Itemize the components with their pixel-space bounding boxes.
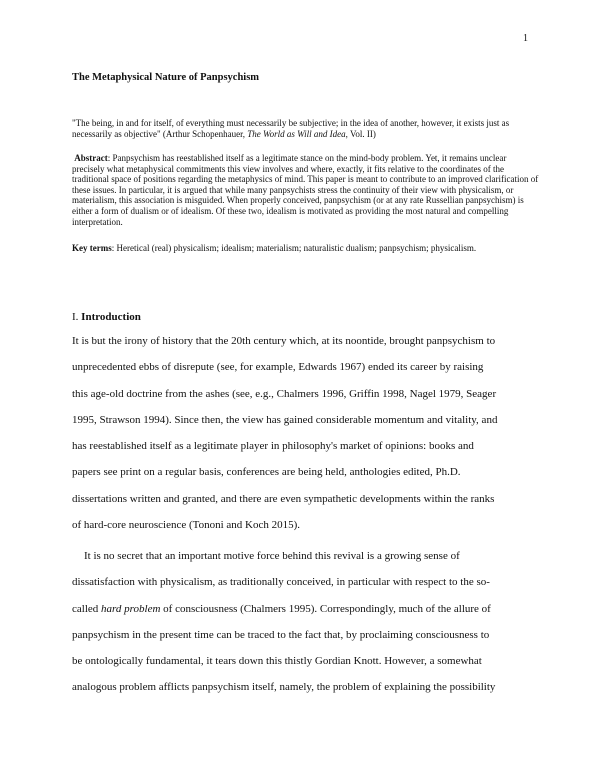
paragraph-line: has reestablished itself as a legitimate player in philosophy's market of opinions: books and [72,440,474,453]
paragraph-1 [72,328,542,538]
abstract-text: : Panpsychism has reestablished itself as a legitimate stance on the mind-body problem. Yet, it remains unclear precisely what metaphysical commitments this view involves and where, exactly, it fits relative to the coordinates of the traditional space of positions regarding the metaphysics of mind. This paper is meant to contribute to an improved clarification of these issues. In particular, it is argued that while many panpsychists stress the continuity of their view with physicalism, or materialism, this association is misguided. When properly conceived, panpsychism (or at any rate Russellian panpsychism) is either a form of dualism or of idealism. Of these two, idealism is motivated as providing the most natural and compelling interpretation. [72,153,539,227]
key-terms-text: : Heretical (real) physicalism; idealism; materialism; naturalistic dualism; panpsychism; physicalism. [111,243,477,253]
abstract [72,153,540,227]
paragraph-line: dissatisfaction with physicalism, as traditionally conceived, in particular with respect to the so- [72,576,490,589]
key-terms [72,243,540,254]
abstract-label: Abstract [74,153,108,163]
epigraph-quote: "The being, in and for itself, of everything must necessarily be subjective; in the idea of another, however, it exists just as necessarily as objective" (Arthur Schopenhauer, [72,118,510,139]
epigraph-suffix: , Vol. II) [345,128,376,139]
epigraph-work-title: The World as Will and Idea [247,128,346,139]
paragraph-line: panpsychism in the present time can be traced to the fact that, by proclaiming consciousness to [72,628,490,641]
paragraph-line: be ontologically fundamental, it tears down this thistly Gordian Knott. However, a somewhat [72,655,482,668]
paragraph-line: papers see print on a regular basis, conferences are being held, anthologies edited, Ph.D. [72,466,461,479]
page-number: 1 [523,33,528,44]
paragraph-line: of hard-core neuroscience (Tononi and Koch 2015). [72,519,301,532]
paragraph-line: unprecedented ebbs of disrepute (see, for example, Edwards 1967) ended its career by raising [72,361,484,374]
paragraph-line: this age-old doctrine from the ashes (see, e.g., Chalmers 1996, Griffin 1998, Nagel 1979, Seager [72,387,497,400]
line-text: called [72,602,102,615]
section-title: Introduction [81,311,141,323]
section-heading [72,311,141,323]
paragraph-line: dissertations written and granted, and there are even sympathetic developments within the ranks [72,492,495,505]
paragraph-line: It is but the irony of history that the 20th century which, at its noontide, brought panpsychism to [72,335,496,347]
epigraph [72,118,540,139]
paragraph-line: analogous problem afflicts panpsychism itself, namely, the problem of explaining the possibility [72,681,496,694]
paragraph-2 [72,543,542,701]
paragraph-line [72,596,542,622]
section-number: I. [72,311,82,323]
paper-title: The Metaphysical Nature of Panpsychism [72,72,260,83]
key-terms-label: Key terms [72,243,112,253]
line-text: of consciousness (Chalmers 1995). Correspondingly, much of the allure of [160,602,491,615]
emphasis-hard-problem: hard problem [101,602,161,615]
paragraph-line: It is no secret that an important motive force behind this revival is a growing sense of [84,550,460,562]
paragraph-line: 1995, Strawson 1994). Since then, the view has gained considerable momentum and vitality, and [72,413,498,426]
